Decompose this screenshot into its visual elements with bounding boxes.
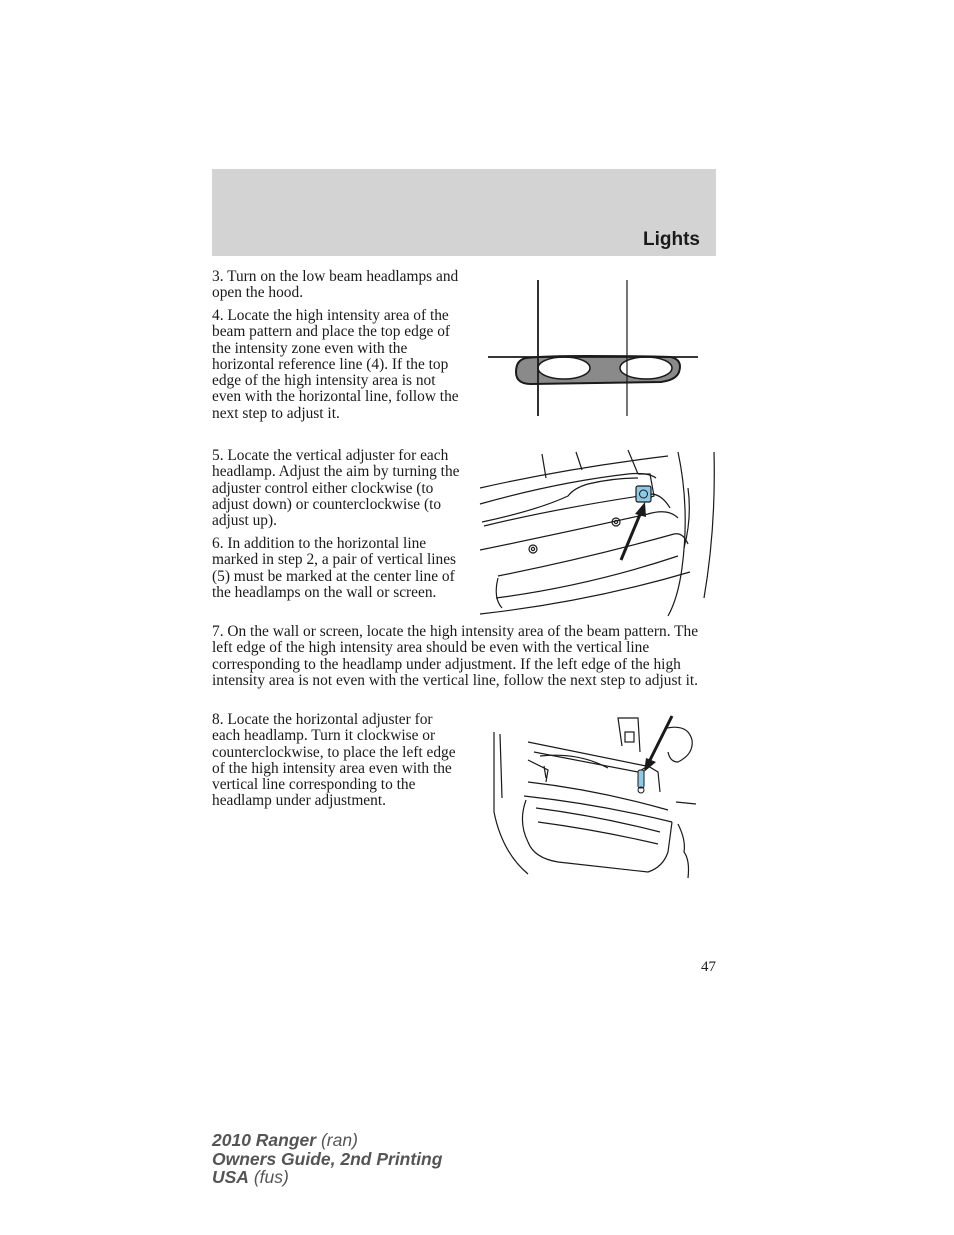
- step-4: 4. Locate the high intensity area of the beam pattern and place the top edge of the intensity zone even with the horizontal reference line (4). If the top edge of the high intensity area is not even with the horizontal line, follow the next step to adjust it.: [212, 307, 459, 422]
- footer-model: 2010 Ranger: [212, 1130, 317, 1150]
- step-7: 7. On the wall or screen, locate the high intensity area of the beam pattern. The left edge of the high intensity area should be even with the vertical line corresponding to the headlamp under adjustment. If the left edge of the high intensity area is not even with the vertical line, follow the next step to adjust it.: [212, 623, 699, 689]
- document-footer: [212, 1131, 442, 1187]
- section-header-band: [212, 169, 716, 256]
- horizontal-adjuster-figure: [488, 712, 698, 880]
- footer-model-code: (ran): [320, 1130, 358, 1150]
- step-6: 6. In addition to the horizontal line marked in step 2, a pair of vertical lines (5) must be marked at the center line of the headlamps on the wall or screen.: [212, 535, 457, 601]
- vertical-adjuster-highlight: [636, 486, 651, 502]
- high-intensity-zone-right: [620, 357, 672, 379]
- step-8: 8. Locate the horizontal adjuster for each headlamp. Turn it clockwise or counterclockwise, to place the left edge of the high intensity area even with the vertical line corresponding to the headlamp under adjustment.: [212, 711, 456, 810]
- footer-market-line: [212, 1168, 442, 1187]
- vertical-adjuster-figure: [478, 448, 718, 618]
- beam-pattern-figure: [486, 280, 700, 418]
- page-number: 47: [701, 959, 716, 975]
- horizontal-adjuster-highlight: [638, 770, 644, 788]
- high-intensity-zone-left: [538, 357, 590, 379]
- step-3: 3. Turn on the low beam headlamps and open the hood.: [212, 268, 459, 302]
- pointer-arrow-head: [635, 502, 646, 517]
- section-title: Lights: [643, 229, 700, 250]
- step-5: 5. Locate the vertical adjuster for each headlamp. Adjust the aim by turning the adjuster control either clockwise (to adjust down) or counterclockwise (to adjust up).: [212, 447, 460, 530]
- footer-guide: Owners Guide, 2nd Printing: [212, 1148, 443, 1169]
- footer-model-line: [212, 1131, 442, 1150]
- footer-market-code: (fus): [253, 1167, 289, 1187]
- footer-market: USA: [212, 1167, 249, 1187]
